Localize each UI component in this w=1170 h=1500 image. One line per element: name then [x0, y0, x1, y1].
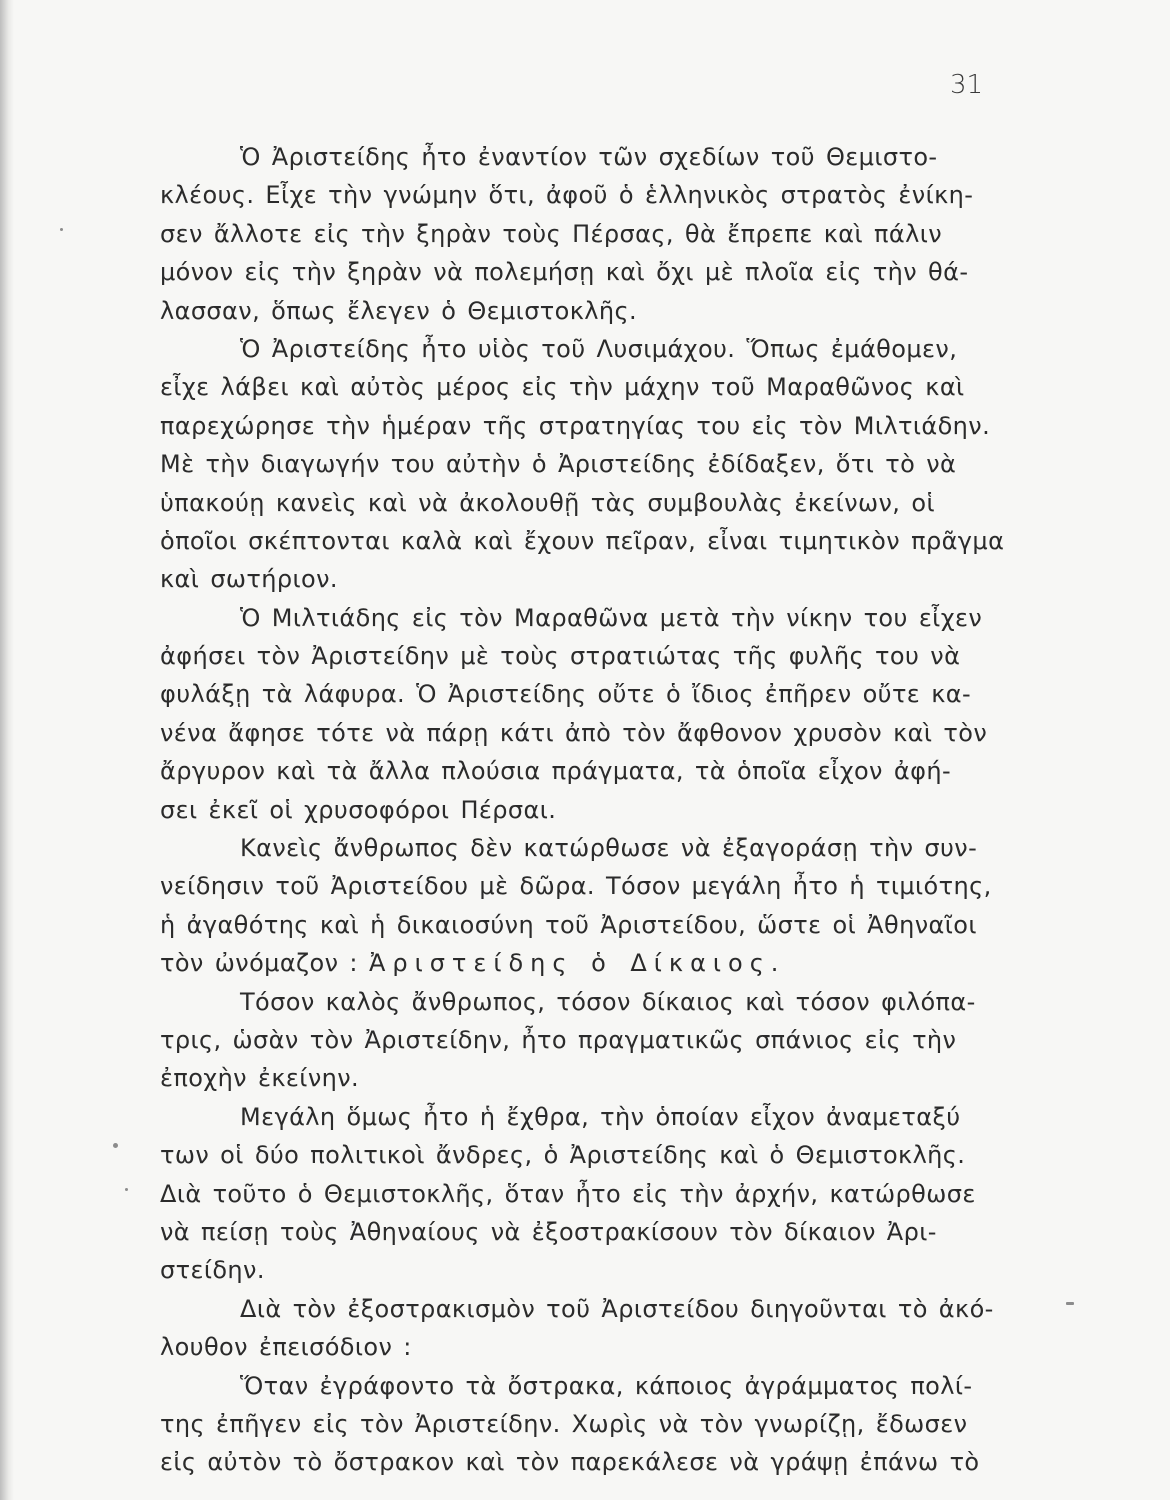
text-line: Ὁ Ἀριστείδης ἦτο υἱὸς τοῦ Λυσιμάχου. Ὅπως ἐμάθομεν, [240, 334, 958, 363]
text-line: παρεχώρησε τὴν ἡμέραν τῆς στρατηγίας του εἰς τὸν Μιλτιάδην. [160, 411, 991, 440]
text-line: εἶχε λάβει καὶ αὐτὸς μέρος εἰς τὴν μάχην τοῦ Μαραθῶνος καὶ [160, 373, 965, 402]
text-line: ὁποῖοι σκέπτονται καλὰ καὶ ἔχουν πεῖραν, εἶναι τιμητικὸν πρᾶγμα [160, 526, 1005, 555]
text-line [160, 944, 1040, 982]
text-line: νένα ἄφησε τότε νὰ πάρῃ κάτι ἀπὸ τὸν ἄφθονον χρυσὸν καὶ τὸν [160, 718, 988, 747]
page-number: 31 [950, 70, 984, 100]
text-line: ἡ ἀγαθότης καὶ ἡ δικαιοσύνη τοῦ Ἀριστείδου, ὥστε οἱ Ἀθηναῖοι [160, 910, 977, 939]
scan-speck [60, 228, 63, 231]
text-line: Κανεὶς ἄνθρωπος δὲν κατώρθωσε νὰ ἐξαγοράσῃ τὴν συν- [240, 834, 978, 863]
text-line-start: τὸν ὠνόμαζον : [160, 949, 358, 978]
scan-speck [113, 1143, 118, 1148]
text-line: στείδην. [160, 1256, 265, 1285]
text-line: ἄργυρον καὶ τὰ ἄλλα πλούσια πράγματα, τὰ ὁποῖα εἶχον ἀφή- [160, 757, 951, 786]
text-line: καὶ σωτήριον. [160, 565, 338, 594]
text-line: Ὁ Μιλτιάδης εἰς τὸν Μαραθῶνα μετὰ τὴν νίκην του εἶχεν [240, 603, 983, 632]
text-line: Μεγάλη ὅμως ἦτο ἡ ἔχθρα, τὴν ὁποίαν εἶχον ἀναμεταξύ [240, 1102, 961, 1131]
text-line: λουθον ἐπεισόδιον : [160, 1333, 412, 1362]
text-line: Διὰ τὸν ἐξοστρακισμὸν τοῦ Ἀριστείδου διηγοῦνται τὸ ἀκό- [240, 1294, 994, 1323]
text-line: μόνον εἰς τὴν ξηρὰν νὰ πολεμήσῃ καὶ ὄχι μὲ πλοῖα εἰς τὴν θά- [160, 258, 969, 287]
text-line: νὰ πείσῃ τοὺς Ἀθηναίους νὰ ἐξοστρακίσουν τὸν δίκαιον Ἀρι- [160, 1217, 937, 1246]
text-line: Διὰ τοῦτο ὁ Θεμιστοκλῆς, ὅταν ἦτο εἰς τὴν ἀρχήν, κατώρθωσε [160, 1179, 976, 1208]
text-line: ὑπακούῃ κανεὶς καὶ νὰ ἀκολουθῇ τὰς συμβουλὰς ἐκείνων, οἱ [160, 488, 935, 517]
text-line: εἰς αὐτὸν τὸ ὄστρακον καὶ τὸν παρεκάλεσε νὰ γράψῃ ἐπάνω τὸ [160, 1448, 980, 1477]
text-line: λασσαν, ὅπως ἔλεγεν ὁ Θεμιστοκλῆς. [160, 296, 638, 325]
text-line: Ὅταν ἐγράφοντο τὰ ὄστρακα, κάποιος ἀγράμματος πολί- [240, 1371, 973, 1400]
text-line: της ἐπῆγεν εἰς τὸν Ἀριστείδην. Χωρὶς νὰ τὸν γνωρίζῃ, ἔδωσεν [160, 1409, 968, 1438]
epithet-spaced: Ἀριστείδης ὁ Δίκαιος. [368, 949, 786, 978]
text-line: σει ἐκεῖ οἱ χρυσοφόροι Πέρσαι. [160, 795, 557, 824]
body-text [160, 138, 1040, 1482]
scan-speck [1066, 1302, 1074, 1305]
text-line: των οἱ δύο πολιτικοὶ ἄνδρες, ὁ Ἀριστείδης καὶ ὁ Θεμιστοκλῆς. [160, 1141, 966, 1170]
scan-speck [125, 1188, 128, 1191]
page-edge-shadow [0, 0, 14, 1500]
text-line: σεν ἄλλοτε εἰς τὴν ξηρὰν τοὺς Πέρσας, θὰ ἔπρεπε καὶ πάλιν [160, 219, 943, 248]
text-line: νείδησιν τοῦ Ἀριστείδου μὲ δῶρα. Τόσον μεγάλη ἦτο ἡ τιμιότης, [160, 872, 992, 901]
text-line: κλέους. Εἶχε τὴν γνώμην ὅτι, ἀφοῦ ὁ ἑλληνικὸς στρατὸς ἐνίκη- [160, 181, 974, 210]
text-line: Ὁ Ἀριστείδης ἦτο ἐναντίον τῶν σχεδίων τοῦ Θεμιστο- [240, 143, 938, 171]
text-line: φυλάξῃ τὰ λάφυρα. Ὁ Ἀριστείδης οὔτε ὁ ἴδιος ἐπῆρεν οὔτε κα- [160, 680, 972, 709]
text-line: Τόσον καλὸς ἄνθρωπος, τόσον δίκαιος καὶ τόσον φιλόπα- [240, 987, 976, 1016]
text-line: τρις, ὡσὰν τὸν Ἀριστείδην, ἦτο πραγματικῶς σπάνιος εἰς τὴν [160, 1025, 957, 1054]
text-line: ἀφήσει τὸν Ἀριστείδην μὲ τοὺς στρατιώτας τῆς φυλῆς του νὰ [160, 642, 961, 671]
text-line: ἐποχὴν ἐκείνην. [160, 1064, 360, 1093]
text-line: Μὲ τὴν διαγωγήν του αὐτὴν ὁ Ἀριστείδης ἐδίδαξεν, ὅτι τὸ νὰ [160, 450, 957, 479]
